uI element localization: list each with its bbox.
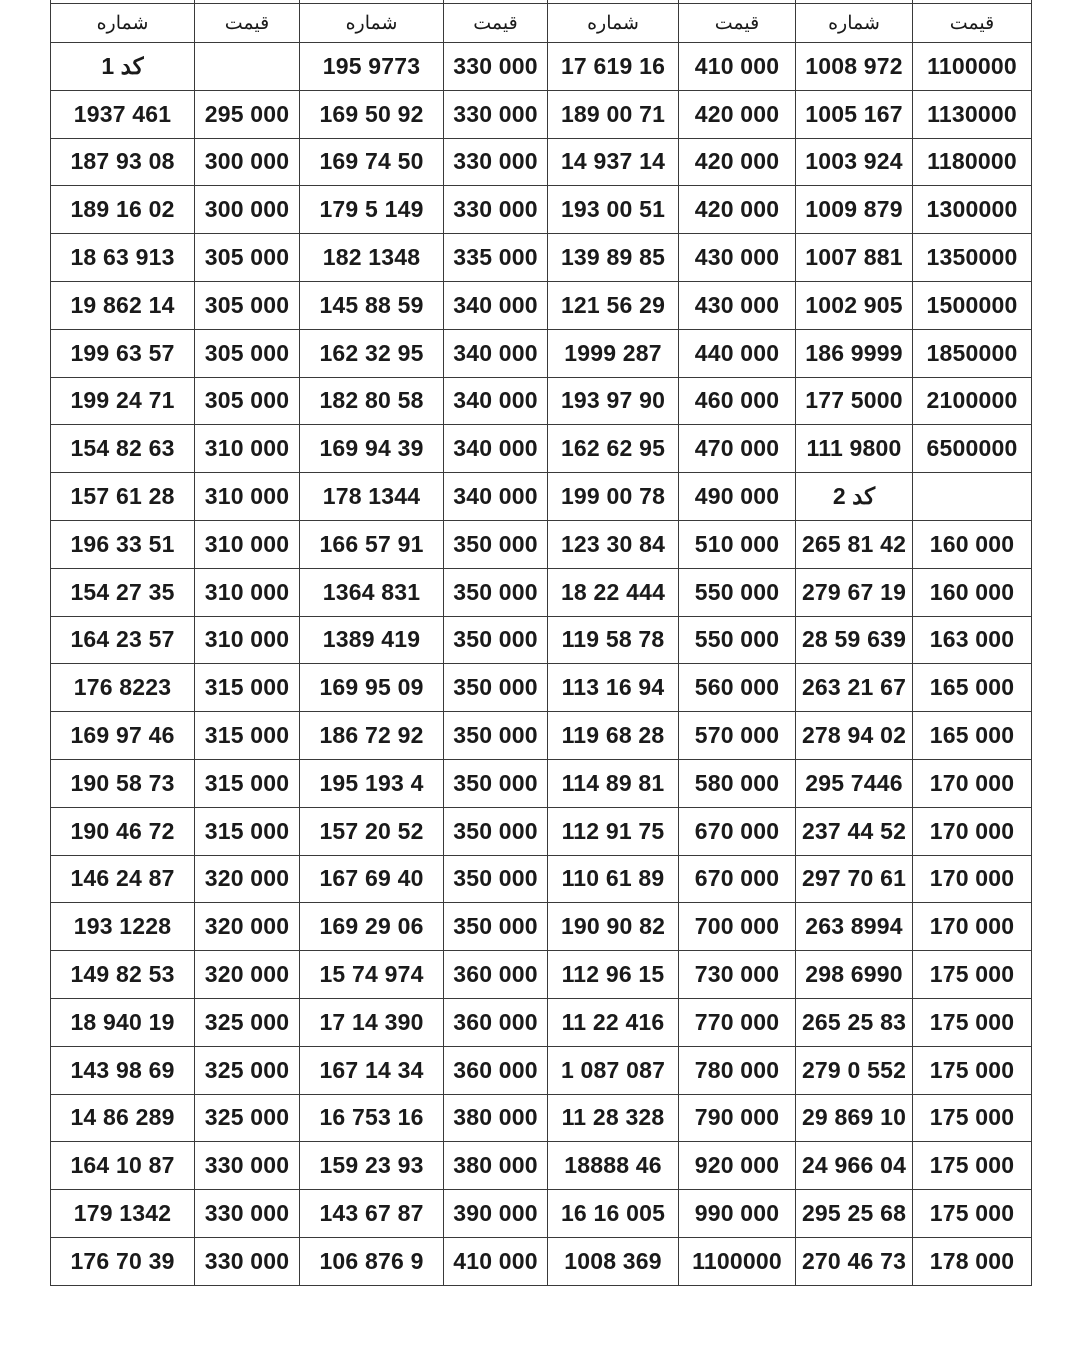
phone-number-cell: 199 00 78 bbox=[548, 473, 679, 521]
section-code-label: کد 2 bbox=[796, 473, 913, 521]
phone-number-cell: 199 24 71 bbox=[51, 377, 195, 425]
price-cell: 340 000 bbox=[444, 329, 548, 377]
price-cell: 410 000 bbox=[444, 1237, 548, 1285]
phone-number-cell: 18 940 19 bbox=[51, 998, 195, 1046]
price-cell: 420 000 bbox=[679, 138, 796, 186]
price-cell: 305 000 bbox=[195, 234, 300, 282]
phone-number-cell: 139 89 85 bbox=[548, 234, 679, 282]
column-header-number: شماره bbox=[796, 4, 913, 43]
phone-number-cell: 179 5 149 bbox=[300, 186, 444, 234]
phone-number-cell: 193 00 51 bbox=[548, 186, 679, 234]
column-header-price: قیمت bbox=[195, 4, 300, 43]
phone-number-cell: 14 86 289 bbox=[51, 1094, 195, 1142]
phone-number-cell: 11 28 328 bbox=[548, 1094, 679, 1142]
price-cell: 175 000 bbox=[913, 1094, 1032, 1142]
phone-number-cell: 16 16 005 bbox=[548, 1190, 679, 1238]
phone-number-cell: 187 93 08 bbox=[51, 138, 195, 186]
phone-number-cell: 1008 972 bbox=[796, 43, 913, 91]
phone-number-cell: 145 88 59 bbox=[300, 281, 444, 329]
price-cell: 325 000 bbox=[195, 1046, 300, 1094]
phone-number-cell: 112 96 15 bbox=[548, 951, 679, 999]
phone-number-cell: 182 80 58 bbox=[300, 377, 444, 425]
phone-number-cell: 15 74 974 bbox=[300, 951, 444, 999]
phone-number-cell: 113 16 94 bbox=[548, 664, 679, 712]
phone-number-cell: 196 33 51 bbox=[51, 520, 195, 568]
price-cell: 310 000 bbox=[195, 425, 300, 473]
price-cell: 1500000 bbox=[913, 281, 1032, 329]
phone-number-cell: 154 82 63 bbox=[51, 425, 195, 473]
price-cell: 320 000 bbox=[195, 855, 300, 903]
phone-number-price-table bbox=[50, 0, 1032, 1286]
price-cell: 315 000 bbox=[195, 664, 300, 712]
price-cell: 330 000 bbox=[444, 90, 548, 138]
phone-number-cell: 114 89 81 bbox=[548, 759, 679, 807]
price-cell: 560 000 bbox=[679, 664, 796, 712]
phone-number-cell: 143 98 69 bbox=[51, 1046, 195, 1094]
price-cell: 790 000 bbox=[679, 1094, 796, 1142]
price-cell: 780 000 bbox=[679, 1046, 796, 1094]
price-cell: 1300000 bbox=[913, 186, 1032, 234]
price-cell: 510 000 bbox=[679, 520, 796, 568]
table-row bbox=[51, 855, 1032, 903]
phone-number-cell: 28 59 639 bbox=[796, 616, 913, 664]
price-cell: 1130000 bbox=[913, 90, 1032, 138]
phone-number-cell: 112 91 75 bbox=[548, 807, 679, 855]
phone-number-cell: 279 0 552 bbox=[796, 1046, 913, 1094]
price-cell: 670 000 bbox=[679, 807, 796, 855]
price-cell: 410 000 bbox=[679, 43, 796, 91]
table-row bbox=[51, 951, 1032, 999]
price-cell: 390 000 bbox=[444, 1190, 548, 1238]
phone-number-cell: 189 16 02 bbox=[51, 186, 195, 234]
price-cell: 380 000 bbox=[444, 1094, 548, 1142]
price-cell: 330 000 bbox=[444, 138, 548, 186]
price-cell: 340 000 bbox=[444, 377, 548, 425]
table-row bbox=[51, 138, 1032, 186]
table-row bbox=[51, 186, 1032, 234]
phone-number-cell: 176 8223 bbox=[51, 664, 195, 712]
phone-number-cell: 18 22 444 bbox=[548, 568, 679, 616]
table-body bbox=[51, 43, 1032, 1286]
price-cell: 1850000 bbox=[913, 329, 1032, 377]
price-cell: 305 000 bbox=[195, 377, 300, 425]
header-row bbox=[51, 4, 1032, 43]
price-cell: 305 000 bbox=[195, 281, 300, 329]
price-cell: 700 000 bbox=[679, 903, 796, 951]
price-cell: 310 000 bbox=[195, 616, 300, 664]
price-cell: 350 000 bbox=[444, 616, 548, 664]
phone-number-cell: 159 23 93 bbox=[300, 1142, 444, 1190]
price-cell: 670 000 bbox=[679, 855, 796, 903]
table-row bbox=[51, 807, 1032, 855]
phone-number-cell: 279 67 19 bbox=[796, 568, 913, 616]
phone-number-cell: 106 876 9 bbox=[300, 1237, 444, 1285]
phone-number-cell: 169 50 92 bbox=[300, 90, 444, 138]
phone-number-cell: 1003 924 bbox=[796, 138, 913, 186]
price-cell: 175 000 bbox=[913, 1046, 1032, 1094]
phone-number-cell: 1009 879 bbox=[796, 186, 913, 234]
phone-number-cell: 110 61 89 bbox=[548, 855, 679, 903]
phone-number-cell: 149 82 53 bbox=[51, 951, 195, 999]
phone-number-cell: 178 1344 bbox=[300, 473, 444, 521]
phone-number-cell: 1002 905 bbox=[796, 281, 913, 329]
price-cell: 175 000 bbox=[913, 998, 1032, 1046]
price-cell: 325 000 bbox=[195, 1094, 300, 1142]
phone-number-cell: 169 95 09 bbox=[300, 664, 444, 712]
price-cell: 430 000 bbox=[679, 281, 796, 329]
phone-number-cell: 199 63 57 bbox=[51, 329, 195, 377]
price-cell: 325 000 bbox=[195, 998, 300, 1046]
price-cell: 490 000 bbox=[679, 473, 796, 521]
phone-number-cell: 179 1342 bbox=[51, 1190, 195, 1238]
price-cell: 420 000 bbox=[679, 90, 796, 138]
price-cell: 170 000 bbox=[913, 759, 1032, 807]
phone-number-cell: 24 966 04 bbox=[796, 1142, 913, 1190]
table-row bbox=[51, 329, 1032, 377]
table-row bbox=[51, 1190, 1032, 1238]
phone-number-cell: 17 619 16 bbox=[548, 43, 679, 91]
phone-number-cell: 263 8994 bbox=[796, 903, 913, 951]
phone-number-cell: 186 72 92 bbox=[300, 712, 444, 760]
phone-number-cell: 164 10 87 bbox=[51, 1142, 195, 1190]
price-cell: 350 000 bbox=[444, 807, 548, 855]
price-cell: 770 000 bbox=[679, 998, 796, 1046]
price-cell: 300 000 bbox=[195, 186, 300, 234]
phone-number-cell: 186 9999 bbox=[796, 329, 913, 377]
phone-number-cell: 265 81 42 bbox=[796, 520, 913, 568]
phone-number-cell: 169 29 06 bbox=[300, 903, 444, 951]
price-cell: 350 000 bbox=[444, 759, 548, 807]
column-header-price: قیمت bbox=[444, 4, 548, 43]
column-header-price: قیمت bbox=[679, 4, 796, 43]
price-cell: 300 000 bbox=[195, 138, 300, 186]
price-cell: 350 000 bbox=[444, 568, 548, 616]
phone-number-cell: 11 22 416 bbox=[548, 998, 679, 1046]
phone-number-cell: 265 25 83 bbox=[796, 998, 913, 1046]
phone-number-cell: 1937 461 bbox=[51, 90, 195, 138]
price-cell: 470 000 bbox=[679, 425, 796, 473]
phone-number-cell: 146 24 87 bbox=[51, 855, 195, 903]
price-cell: 550 000 bbox=[679, 568, 796, 616]
price-cell: 160 000 bbox=[913, 568, 1032, 616]
phone-number-cell: 193 1228 bbox=[51, 903, 195, 951]
phone-number-cell: 166 57 91 bbox=[300, 520, 444, 568]
table-row bbox=[51, 664, 1032, 712]
table-row bbox=[51, 903, 1032, 951]
price-cell: 350 000 bbox=[444, 520, 548, 568]
phone-number-cell: 123 30 84 bbox=[548, 520, 679, 568]
price-cell bbox=[913, 473, 1032, 521]
phone-number-cell: 154 27 35 bbox=[51, 568, 195, 616]
price-cell: 305 000 bbox=[195, 329, 300, 377]
price-cell: 320 000 bbox=[195, 903, 300, 951]
phone-number-cell: 157 20 52 bbox=[300, 807, 444, 855]
price-cell: 163 000 bbox=[913, 616, 1032, 664]
table-row bbox=[51, 234, 1032, 282]
price-table-container bbox=[50, 0, 1031, 1286]
price-cell: 1100000 bbox=[913, 43, 1032, 91]
price-cell: 178 000 bbox=[913, 1237, 1032, 1285]
phone-number-cell: 119 58 78 bbox=[548, 616, 679, 664]
phone-number-cell: 17 14 390 bbox=[300, 998, 444, 1046]
phone-number-cell: 167 69 40 bbox=[300, 855, 444, 903]
price-cell: 350 000 bbox=[444, 903, 548, 951]
price-cell: 340 000 bbox=[444, 473, 548, 521]
phone-number-cell: 190 46 72 bbox=[51, 807, 195, 855]
price-cell: 315 000 bbox=[195, 712, 300, 760]
phone-number-cell: 119 68 28 bbox=[548, 712, 679, 760]
phone-number-cell: 297 70 61 bbox=[796, 855, 913, 903]
phone-number-cell: 18888 46 bbox=[548, 1142, 679, 1190]
column-header-number: شماره bbox=[548, 4, 679, 43]
price-cell: 310 000 bbox=[195, 568, 300, 616]
price-cell: 315 000 bbox=[195, 807, 300, 855]
phone-number-cell: 1364 831 bbox=[300, 568, 444, 616]
phone-number-cell: 189 00 71 bbox=[548, 90, 679, 138]
table-row bbox=[51, 90, 1032, 138]
phone-number-cell: 177 5000 bbox=[796, 377, 913, 425]
table-row bbox=[51, 616, 1032, 664]
table-row bbox=[51, 1046, 1032, 1094]
price-cell: 175 000 bbox=[913, 951, 1032, 999]
price-cell: 330 000 bbox=[195, 1142, 300, 1190]
price-cell: 440 000 bbox=[679, 329, 796, 377]
price-cell: 2100000 bbox=[913, 377, 1032, 425]
price-cell: 360 000 bbox=[444, 998, 548, 1046]
price-cell: 330 000 bbox=[444, 43, 548, 91]
price-cell: 360 000 bbox=[444, 1046, 548, 1094]
phone-number-cell: 19 862 14 bbox=[51, 281, 195, 329]
table-row bbox=[51, 1142, 1032, 1190]
price-cell: 320 000 bbox=[195, 951, 300, 999]
price-cell: 165 000 bbox=[913, 712, 1032, 760]
price-cell: 170 000 bbox=[913, 807, 1032, 855]
price-cell: 730 000 bbox=[679, 951, 796, 999]
phone-number-cell: 16 753 16 bbox=[300, 1094, 444, 1142]
price-cell: 350 000 bbox=[444, 664, 548, 712]
price-cell: 350 000 bbox=[444, 712, 548, 760]
phone-number-cell: 169 97 46 bbox=[51, 712, 195, 760]
column-header-number: شماره bbox=[51, 4, 195, 43]
table-row bbox=[51, 473, 1032, 521]
phone-number-cell: 298 6990 bbox=[796, 951, 913, 999]
phone-number-cell: 1 087 087 bbox=[548, 1046, 679, 1094]
table-row bbox=[51, 759, 1032, 807]
phone-number-cell: 157 61 28 bbox=[51, 473, 195, 521]
price-cell: 175 000 bbox=[913, 1190, 1032, 1238]
table-row bbox=[51, 1237, 1032, 1285]
table-row bbox=[51, 281, 1032, 329]
price-cell: 330 000 bbox=[195, 1190, 300, 1238]
price-cell: 1350000 bbox=[913, 234, 1032, 282]
table-row bbox=[51, 425, 1032, 473]
table-row bbox=[51, 43, 1032, 91]
price-cell: 170 000 bbox=[913, 903, 1032, 951]
price-cell: 295 000 bbox=[195, 90, 300, 138]
price-cell: 330 000 bbox=[195, 1237, 300, 1285]
phone-number-cell: 167 14 34 bbox=[300, 1046, 444, 1094]
phone-number-cell: 270 46 73 bbox=[796, 1237, 913, 1285]
price-cell: 165 000 bbox=[913, 664, 1032, 712]
phone-number-cell: 29 869 10 bbox=[796, 1094, 913, 1142]
phone-number-cell: 164 23 57 bbox=[51, 616, 195, 664]
phone-number-cell: 1999 287 bbox=[548, 329, 679, 377]
price-cell: 340 000 bbox=[444, 425, 548, 473]
price-cell: 350 000 bbox=[444, 855, 548, 903]
price-cell: 340 000 bbox=[444, 281, 548, 329]
price-cell bbox=[195, 43, 300, 91]
price-cell: 310 000 bbox=[195, 473, 300, 521]
price-cell: 420 000 bbox=[679, 186, 796, 234]
phone-number-cell: 18 63 913 bbox=[51, 234, 195, 282]
price-cell: 990 000 bbox=[679, 1190, 796, 1238]
phone-number-cell: 169 74 50 bbox=[300, 138, 444, 186]
phone-number-cell: 162 62 95 bbox=[548, 425, 679, 473]
price-cell: 310 000 bbox=[195, 520, 300, 568]
price-cell: 6500000 bbox=[913, 425, 1032, 473]
phone-number-cell: 169 94 39 bbox=[300, 425, 444, 473]
phone-number-cell: 190 58 73 bbox=[51, 759, 195, 807]
phone-number-cell: 295 7446 bbox=[796, 759, 913, 807]
price-cell: 580 000 bbox=[679, 759, 796, 807]
table-row bbox=[51, 520, 1032, 568]
phone-number-cell: 278 94 02 bbox=[796, 712, 913, 760]
column-header-number: شماره bbox=[300, 4, 444, 43]
price-cell: 460 000 bbox=[679, 377, 796, 425]
phone-number-cell: 1008 369 bbox=[548, 1237, 679, 1285]
phone-number-cell: 182 1348 bbox=[300, 234, 444, 282]
table-row bbox=[51, 712, 1032, 760]
price-cell: 380 000 bbox=[444, 1142, 548, 1190]
phone-number-cell: 1389 419 bbox=[300, 616, 444, 664]
price-cell: 315 000 bbox=[195, 759, 300, 807]
phone-number-cell: 14 937 14 bbox=[548, 138, 679, 186]
price-cell: 330 000 bbox=[444, 186, 548, 234]
phone-number-cell: 295 25 68 bbox=[796, 1190, 913, 1238]
phone-number-cell: 143 67 87 bbox=[300, 1190, 444, 1238]
table-row bbox=[51, 568, 1032, 616]
column-header-price: قیمت bbox=[913, 4, 1032, 43]
price-cell: 335 000 bbox=[444, 234, 548, 282]
price-cell: 160 000 bbox=[913, 520, 1032, 568]
phone-number-cell: 121 56 29 bbox=[548, 281, 679, 329]
phone-number-cell: 111 9800 bbox=[796, 425, 913, 473]
phone-number-cell: 190 90 82 bbox=[548, 903, 679, 951]
phone-number-cell: 263 21 67 bbox=[796, 664, 913, 712]
price-cell: 550 000 bbox=[679, 616, 796, 664]
price-cell: 1180000 bbox=[913, 138, 1032, 186]
phone-number-cell: 237 44 52 bbox=[796, 807, 913, 855]
table-row bbox=[51, 377, 1032, 425]
price-cell: 1100000 bbox=[679, 1237, 796, 1285]
table-row bbox=[51, 998, 1032, 1046]
phone-number-cell: 1007 881 bbox=[796, 234, 913, 282]
price-cell: 570 000 bbox=[679, 712, 796, 760]
price-cell: 175 000 bbox=[913, 1142, 1032, 1190]
phone-number-cell: 195 193 4 bbox=[300, 759, 444, 807]
price-cell: 170 000 bbox=[913, 855, 1032, 903]
phone-number-cell: 1005 167 bbox=[796, 90, 913, 138]
phone-number-cell: 176 70 39 bbox=[51, 1237, 195, 1285]
price-cell: 920 000 bbox=[679, 1142, 796, 1190]
table-row bbox=[51, 1094, 1032, 1142]
section-code-label: کد 1 bbox=[51, 43, 195, 91]
phone-number-cell: 162 32 95 bbox=[300, 329, 444, 377]
price-cell: 430 000 bbox=[679, 234, 796, 282]
phone-number-cell: 195 9773 bbox=[300, 43, 444, 91]
price-cell: 360 000 bbox=[444, 951, 548, 999]
phone-number-cell: 193 97 90 bbox=[548, 377, 679, 425]
